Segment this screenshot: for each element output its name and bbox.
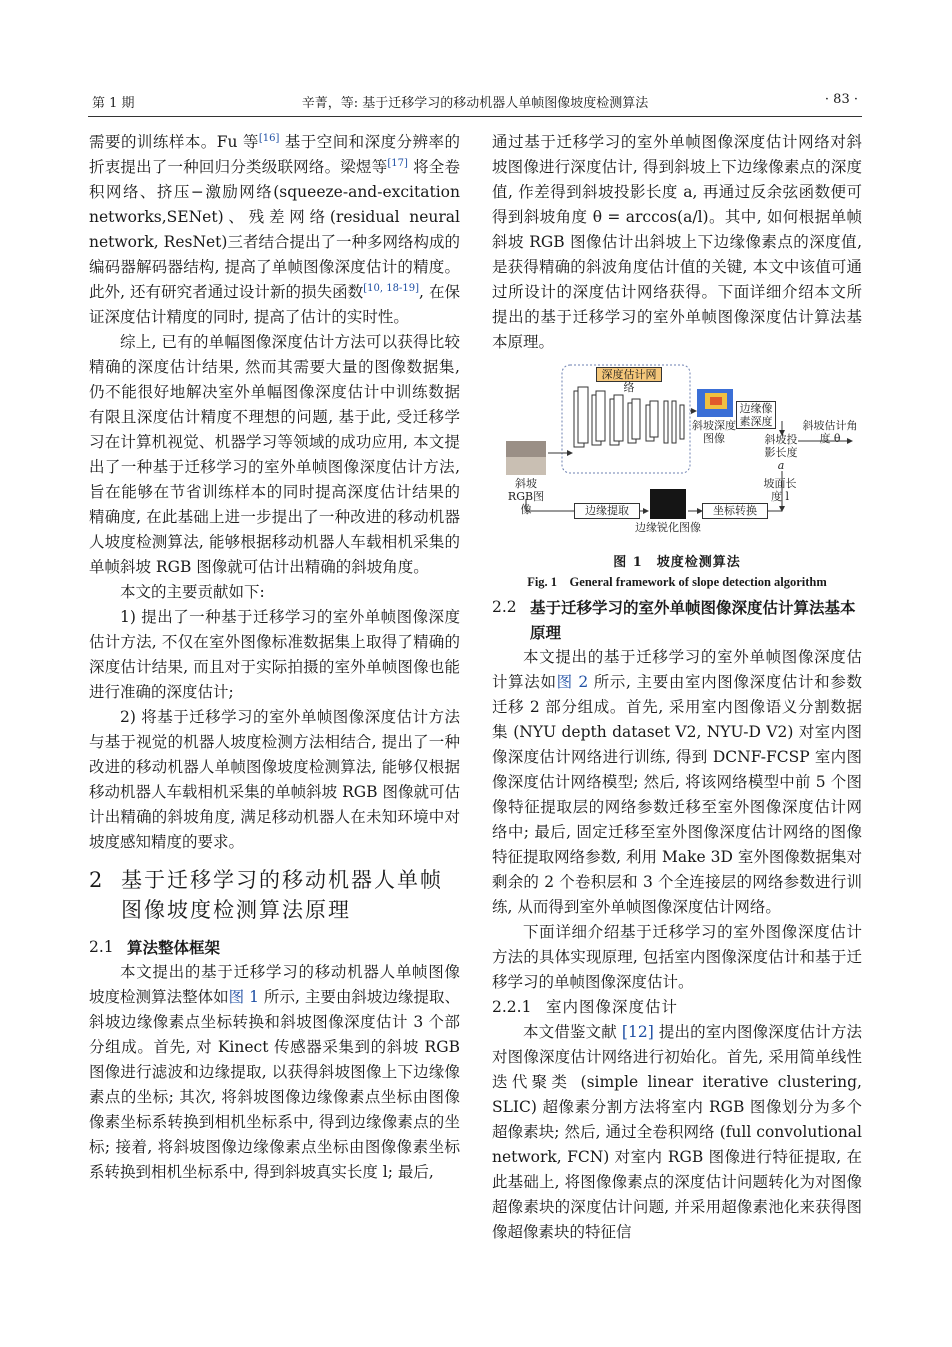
figure-caption-en: Fig. 1 General framework of slope detection algorithm [527,575,827,589]
proj-length-text: 斜坡投影长度 [764,433,798,459]
depth-network-label: 深度估计网络 [596,367,662,382]
contribution-item: 2) 将基于迁移学习的室外单帧图像深度估计方法与基于视觉的机器人坡度检测方法相结合, 提出了一种改进的移动机器人单帧图像坡度检测算法, 能够仅根据移动机器人车载相机采集的单帧斜坡 RGB 图像就可估计出精确的斜坡角度, 满足移动机器人在未知环境中对坡度感知精度的要求。 [89,708,460,851]
text: 本文借鉴文献 [523,1023,622,1041]
slope-length-label: 坡面长度 l [763,477,797,503]
subsubsection-heading [492,995,862,1020]
text: , 在保证深度估计精度的同时, 提高了估计的实时性。 [89,283,461,326]
running-header [88,92,862,112]
proj-length-variable: a [777,459,785,472]
subsection-title: 基于迁移学习的室外单帧图像深度估计算法基本原理 [530,598,856,642]
paragraph [89,960,460,1185]
paragraph [492,645,862,920]
proj-length-label [764,433,798,472]
section-number: 2 [89,868,105,892]
depth-image-label: 斜坡深度图像 [692,419,736,445]
citation[interactable]: [16] [258,132,280,144]
text: 本文提出的基于迁移学习的室外单帧图像深度估计算法如 [492,648,862,691]
text: 提出的室内图像深度估计方法对图像深度估计网络进行初始化。首先, 采用简单线性迭代聚类 (simple linear iterative clustering, SLIC) 超像素分割方法将室内 RGB 图像划分为多个超像素块; 然后, 通过全卷积网络 (full convolutional network, FCN) 对室内 RGB 图像进行特征提取, 在此基础上, 将图像像素点的深度估计问题转化为对图像超像素块的深度估计问题, 并采用超像素池化来获得图像超像素块的特征信 [492,1023,862,1241]
section-title: 基于迁移学习的移动机器人单帧图像坡度检测算法原理 [121,868,443,922]
subsubsection-title: 室内图像深度估计 [546,998,679,1016]
left-column [89,130,460,1185]
subsection-number: 2.1 [89,938,114,956]
paragraph [89,130,460,330]
subsection-heading [492,595,862,645]
sharpen-label: 边缘锐化图像 [635,521,701,534]
rgb-image-label: 斜坡RGB图像 [507,477,545,516]
text: 需要的训练样本。Fu 等 [89,133,259,151]
paragraph [492,1020,862,1245]
running-title: 辛菁，等: 基于迁移学习的移动机器人单帧图像坡度检测算法 [301,96,649,111]
coord-transform-box: 坐标转换 [702,503,768,519]
paragraph: 综上, 已有的单幅图像深度估计方法可以获得比较精确的深度估计结果, 然而其需要大量的图像数据集, 仍不能很好地解决室外单幅图像深度估计中训练数据有限且深度估计精度不理想的问题, 基于此, 受迁移学习在计算机视觉、机器学习等领域的成功应用, 本文提出了一种基于迁移学习的室外单帧图像深度估计方法, 旨在能够在节省训练样本的同时提高深度估计结果的精确度, 在此基础上进一步提出了一种改进的移动机器人坡度检测算法, 能够根据移动机器人车载相机采集的单帧斜坡 RGB 图像就可估计出精确的斜坡角度。 [89,333,460,576]
section-heading [89,865,460,925]
subsection-number: 2.2 [492,598,517,616]
subsubsection-number: 2.2.1 [492,998,532,1016]
figure-caption-cn: 图 1 坡度检测算法 [613,555,741,570]
angle-label: 斜坡估计角度 θ [802,419,858,445]
issue-number: 第 1 期 [92,96,135,111]
paragraph: 本文的主要贡献如下: [120,583,265,601]
right-column [492,130,862,1245]
figure-link[interactable]: 图 1 [228,988,259,1006]
edge-sharpened-image [650,489,686,519]
edge-depth-box: 边缘像素深度 [736,401,776,429]
text: 基于空间和深度分辨率的折衷提出了一种回归分类级联网络。梁煜等 [89,133,460,176]
header-rule [88,116,862,117]
text: 所示, 主要由斜坡边缘提取、斜坡边缘像素点坐标转换和斜坡图像深度估计 3 个部分组成。首先, 对 Kinect 传感器采集到的斜坡 RGB 图像进行滤波和边缘提取, 以获得斜坡图像上下边缘像素点的坐标; 其次, 将斜坡图像边缘像素点坐标由图像像素坐标系转换到相机坐标系中, 得到边缘像素点的坐标; 接着, 将斜坡图像边缘像素点坐标由图像像素坐标系转换到相机坐标系中, 得到斜坡真实长度 l; 最后, [89,988,460,1181]
text: 将全卷积网络、挤压−激励网络(squeeze-and-excitation networks,SENet)、残差网络(residual neural network, ResNet)三者结合提出了一种多网络构成的编码器解码器结构, 提高了单帧图像深度估计的精度。此外, 还有研究者通过设计新的损失函数 [89,158,460,301]
contribution-item: 1) 提出了一种基于迁移学习的室外单帧图像深度估计方法, 不仅在室外图像标准数据集上取得了精确的深度估计结果, 而且对于实际拍摄的室外单帧图像也能进行准确的深度估计; [89,608,460,701]
citation[interactable]: [17] [387,157,408,169]
paragraph: 通过基于迁移学习的室外单帧图像深度估计网络对斜坡图像进行深度估计, 得到斜坡上下边缘像素点的深度值, 作差得到斜坡投影长度 a, 再通过反余弦函数便可得到斜坡角度 θ = arccos(a/l)。其中, 如何根据单帧斜坡 RGB 图像估计出斜坡上下边缘像素点的深度值, 是获得精确的斜波角度估计值的关键, 本文中该值可通过所设计的深度估计网络获得。下面详细介绍本文所提出的基于迁移学习的室外单帧图像深度估计算法基本原理。 [492,133,862,351]
citation[interactable]: [10, 18-19] [363,282,420,294]
figure-1 [492,361,862,549]
subsection-heading [89,935,460,960]
subsection-title: 算法整体框架 [127,938,221,957]
paragraph: 下面详细介绍基于迁移学习的室外图像深度估计方法的具体实现原理, 包括室内图像深度估计和基于迁移学习的单帧图像深度估计。 [492,923,862,991]
text: 所示, 主要由室内图像深度估计和参数迁移 2 部分组成。首先, 采用室内图像语义分割数据集 (NYU depth dataset V2, NYU-D V2) 对室内图像深度估计网络进行训练, 得到 DCNF-FCSP 室内图像深度估计网络模型; 然后, 将该网络模型中前 5 个图像特征提取层的网络参数迁移至室外图像深度估计网络中; 最后, 固定迁移至室外图像深度估计网络的图像特征提取网络参数, 利用 Make 3D 室外图像数据集对剩余的 2 个卷积层和 3 个全连接层的网络参数进行训练, 从而得到室外单帧图像深度估计网络。 [492,673,862,916]
network-layers-icon [574,387,684,447]
citation[interactable]: [12] [621,1023,654,1041]
edge-extract-box: 边缘提取 [574,503,640,519]
text: 本文提出的基于迁移学习的移动机器人单帧图像坡度检测算法整体如 [89,963,460,1006]
page-number: · 83 · [824,92,858,107]
figure-link[interactable]: 图 2 [556,673,589,691]
